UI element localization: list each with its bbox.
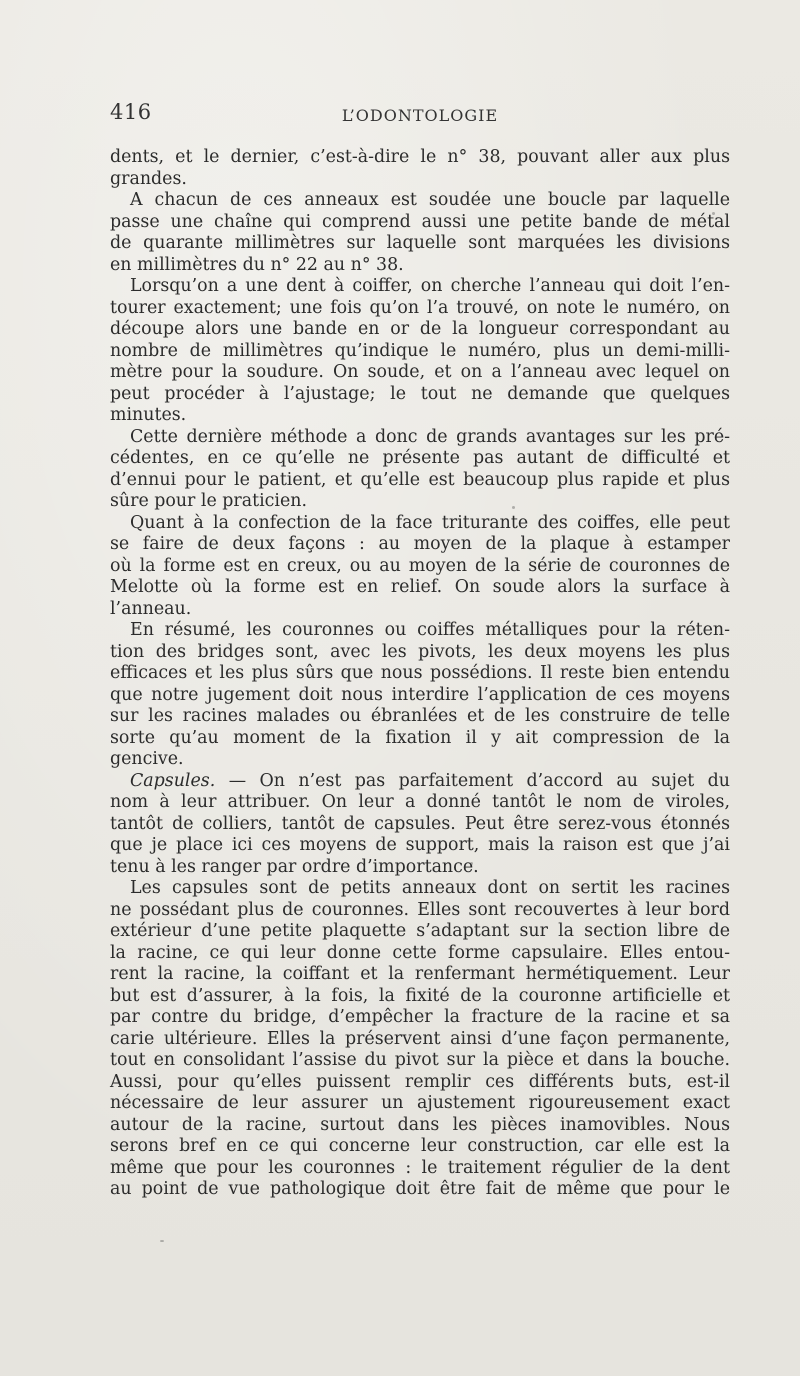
line-text: — On n’est pas parfaitement d’accord au sujet du bbox=[215, 770, 730, 791]
text-line: où la forme est en creux, ou au moyen de la série de couronnes de bbox=[110, 555, 730, 576]
running-title: L’ODONTOLOGIE bbox=[341, 106, 499, 125]
text-line: sûre pour le praticien. bbox=[110, 491, 307, 511]
text-line: l’anneau. bbox=[110, 598, 192, 619]
text-line: tion des bridges sont, avec les pivots, les deux moyens les plus bbox=[110, 641, 730, 662]
text-line: A chacun de ces anneaux est soudée une boucle par laquelle bbox=[130, 190, 730, 210]
text-line: se faire de deux façons : au moyen de la plaque à estamper bbox=[110, 534, 730, 554]
text-line: cédentes, en ce qu’elle ne présente pas autant de difficulté et bbox=[110, 448, 730, 468]
text-line: efficaces et les plus sûrs que nous possédions. Il reste bien entendu bbox=[110, 663, 730, 683]
text-line: peut procéder à l’ajustage; le tout ne demande que quelques bbox=[110, 383, 730, 404]
text-line: but est d’assurer, à la fois, la fixité de la couronne artificielle et bbox=[110, 985, 730, 1006]
text-line: que je place ici ces moyens de support, mais la raison est que j’ai bbox=[110, 835, 730, 855]
paper-speck bbox=[160, 1240, 164, 1242]
text-line: Melotte où la forme est en relief. On soude alors la surface à bbox=[110, 577, 730, 597]
paper-speck bbox=[470, 862, 473, 865]
paper-speck bbox=[512, 506, 515, 509]
text-line: la racine, ce qui leur donne cette forme capsulaire. Elles entou- bbox=[110, 942, 730, 963]
text-line bbox=[110, 771, 730, 793]
text-line: dents, et le dernier, c’est-à-dire le n° 38, pouvant aller aux plus bbox=[110, 147, 730, 167]
text-line: gencive. bbox=[110, 749, 184, 769]
text-line: par contre du bridge, d’empêcher la fracture de la racine et sa bbox=[110, 1007, 730, 1027]
text-line: Lorsqu’on a une dent à coiffer, on cherche l’anneau qui doit l’en- bbox=[130, 276, 730, 296]
text-line: autour de la racine, surtout dans les pièces inamovibles. Nous bbox=[110, 1114, 730, 1135]
text-line: rent la racine, la coiffant et la renfermant hermétiquement. Leur bbox=[110, 964, 730, 984]
text-line: tenu à les ranger par ordre d’importance. bbox=[110, 856, 479, 877]
text-line: Aussi, pour qu’elles puissent remplir ces différents buts, est-il bbox=[110, 1071, 730, 1092]
text-line: serons bref en ce qui concerne leur construction, car elle est la bbox=[110, 1136, 730, 1156]
paper-speck bbox=[712, 212, 715, 215]
text-line: Cette dernière méthode a donc de grands avantages sur les pré- bbox=[130, 426, 730, 447]
text-line: nombre de millimètres qu’indique le numéro, plus un demi-milli- bbox=[110, 340, 730, 361]
text-line: carie ultérieure. Elles la préservent ainsi d’une façon permanente, bbox=[110, 1028, 730, 1049]
text-line: mètre pour la soudure. On soude, et on a l’anneau avec lequel on bbox=[110, 362, 730, 382]
text-line: extérieur d’une petite plaquette s’adaptant sur la section libre de bbox=[110, 921, 730, 941]
page-header bbox=[110, 100, 730, 136]
italic-heading: Capsules. bbox=[130, 770, 216, 791]
text-line: ne possédant plus de couronnes. Elles sont recouvertes à leur bord bbox=[110, 899, 730, 920]
text-line: sur les racines malades ou ébranlées et de les construire de telle bbox=[110, 706, 730, 726]
text-line: même que pour les couronnes : le traitement régulier de la dent bbox=[110, 1157, 730, 1178]
text-line: tourer exactement; une fois qu’on l’a trouvé, on note le numéro, on bbox=[110, 297, 730, 318]
text-line: au point de vue pathologique doit être fait de même que pour le bbox=[110, 1179, 730, 1199]
text-line: en millimètres du n° 22 au n° 38. bbox=[110, 254, 404, 275]
text-line: tout en consolidant l’assise du pivot sur la pièce et dans la bouche. bbox=[110, 1050, 730, 1070]
text-line: En résumé, les couronnes ou coiffes métalliques pour la réten- bbox=[130, 620, 730, 640]
text-line: de quarante millimètres sur laquelle sont marquées les divisions bbox=[110, 233, 730, 253]
text-line: nécessaire de leur assurer un ajustement rigoureusement exact bbox=[110, 1093, 730, 1113]
text-line: minutes. bbox=[110, 405, 187, 425]
text-line: d’ennui pour le patient, et qu’elle est beaucoup plus rapide et plus bbox=[110, 469, 730, 490]
text-line: passe une chaîne qui comprend aussi une petite bande de métal bbox=[110, 211, 730, 232]
body-text bbox=[110, 147, 730, 1201]
text-line: grandes. bbox=[110, 168, 187, 189]
page-number: 416 bbox=[110, 100, 152, 124]
text-line: découpe alors une bande en or de la longueur correspondant au bbox=[110, 319, 730, 339]
text-line: sorte qu’au moment de la fixation il y ait compression de la bbox=[110, 727, 730, 748]
text-line: tantôt de colliers, tantôt de capsules. Peut être serez-vous étonnés bbox=[110, 813, 730, 834]
text-line: nom à leur attribuer. On leur a donné tantôt le nom de viroles, bbox=[110, 792, 730, 812]
text-line: Quant à la confection de la face triturante des coiffes, elle peut bbox=[130, 512, 730, 533]
text-line: que notre jugement doit nous interdire l’application de ces moyens bbox=[110, 684, 730, 705]
text-line: Les capsules sont de petits anneaux dont on sertit les racines bbox=[130, 878, 730, 898]
